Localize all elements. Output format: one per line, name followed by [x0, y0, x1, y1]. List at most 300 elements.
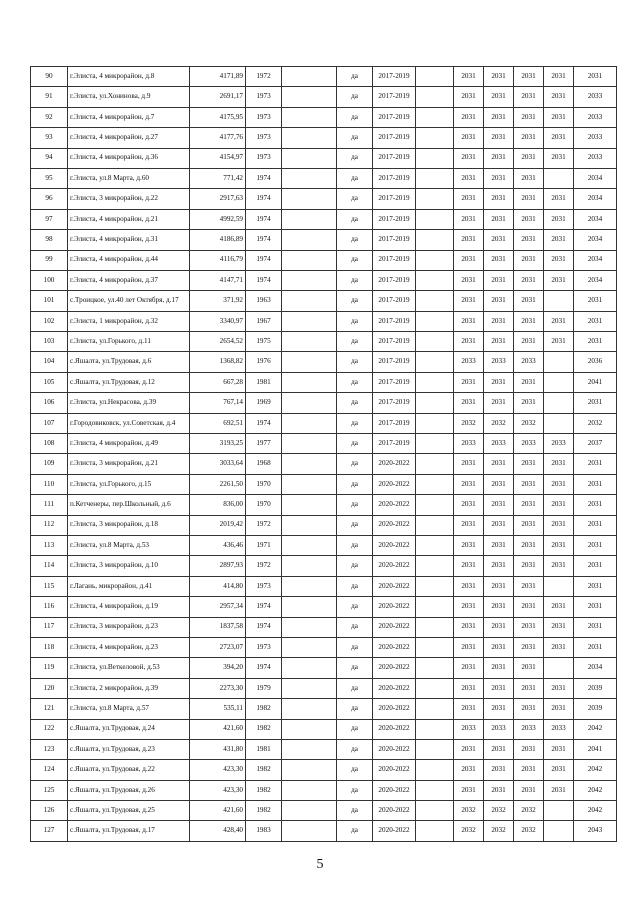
row-number: 121 — [31, 699, 68, 719]
year-built-cell: 1974 — [246, 270, 282, 290]
empty-cell — [282, 597, 337, 617]
year-built-cell: 1972 — [246, 515, 282, 535]
spacer-cell — [416, 148, 454, 168]
work-year-cell-1: 2031 — [454, 107, 484, 127]
period-cell: 2020-2022 — [373, 678, 416, 698]
spacer-cell — [416, 434, 454, 454]
table-row — [31, 556, 617, 576]
inclusion-flag-cell: да — [337, 291, 373, 311]
row-number: 95 — [31, 168, 68, 188]
area-cell: 436,46 — [190, 535, 246, 555]
work-year-cell-4: 2031 — [544, 230, 574, 250]
empty-cell — [282, 760, 337, 780]
work-year-cell-4: 2031 — [544, 780, 574, 800]
year-built-cell: 1973 — [246, 148, 282, 168]
work-year-cell-3: 2031 — [514, 576, 544, 596]
work-year-cell-1: 2031 — [454, 474, 484, 494]
work-year-cell-2: 2031 — [484, 576, 514, 596]
work-year-cell-5: 2033 — [574, 87, 617, 107]
empty-cell — [282, 658, 337, 678]
work-year-cell-2: 2031 — [484, 678, 514, 698]
row-number: 96 — [31, 189, 68, 209]
table-row — [31, 148, 617, 168]
work-year-cell-5: 2043 — [574, 821, 617, 841]
row-number: 100 — [31, 270, 68, 290]
work-year-cell-4 — [544, 168, 574, 188]
area-cell: 414,80 — [190, 576, 246, 596]
row-number: 101 — [31, 291, 68, 311]
work-year-cell-5: 2034 — [574, 230, 617, 250]
spacer-cell — [416, 739, 454, 759]
inclusion-flag-cell: да — [337, 678, 373, 698]
work-year-cell-5: 2042 — [574, 760, 617, 780]
table-row — [31, 332, 617, 352]
work-year-cell-5: 2041 — [574, 372, 617, 392]
work-year-cell-3: 2031 — [514, 495, 544, 515]
period-cell: 2020-2022 — [373, 556, 416, 576]
spacer-cell — [416, 454, 454, 474]
period-cell: 2020-2022 — [373, 637, 416, 657]
work-year-cell-3: 2031 — [514, 291, 544, 311]
work-year-cell-1: 2031 — [454, 699, 484, 719]
year-built-cell: 1974 — [246, 209, 282, 229]
area-cell: 4154,97 — [190, 148, 246, 168]
table-row — [31, 230, 617, 250]
inclusion-flag-cell: да — [337, 474, 373, 494]
work-year-cell-3: 2031 — [514, 658, 544, 678]
period-cell: 2017-2019 — [373, 209, 416, 229]
work-year-cell-4: 2031 — [544, 699, 574, 719]
work-year-cell-3: 2031 — [514, 760, 544, 780]
work-year-cell-1: 2031 — [454, 332, 484, 352]
year-built-cell: 1973 — [246, 107, 282, 127]
work-year-cell-4: 2031 — [544, 556, 574, 576]
table-row — [31, 189, 617, 209]
period-cell: 2017-2019 — [373, 107, 416, 127]
year-built-cell: 1972 — [246, 67, 282, 87]
period-cell: 2017-2019 — [373, 230, 416, 250]
work-year-cell-5: 2037 — [574, 434, 617, 454]
work-year-cell-2: 2033 — [484, 719, 514, 739]
work-year-cell-3: 2031 — [514, 535, 544, 555]
work-year-cell-5: 2036 — [574, 352, 617, 372]
work-year-cell-4: 2031 — [544, 637, 574, 657]
inclusion-flag-cell: да — [337, 168, 373, 188]
period-cell: 2017-2019 — [373, 270, 416, 290]
row-number: 124 — [31, 760, 68, 780]
row-number: 99 — [31, 250, 68, 270]
table-row — [31, 637, 617, 657]
area-cell: 1837,58 — [190, 617, 246, 637]
year-built-cell: 1970 — [246, 495, 282, 515]
work-year-cell-3: 2031 — [514, 699, 544, 719]
table-row — [31, 393, 617, 413]
row-number: 94 — [31, 148, 68, 168]
year-built-cell: 1982 — [246, 719, 282, 739]
area-cell: 836,00 — [190, 495, 246, 515]
work-year-cell-2: 2031 — [484, 128, 514, 148]
empty-cell — [282, 801, 337, 821]
row-number: 116 — [31, 597, 68, 617]
table-row — [31, 209, 617, 229]
work-year-cell-4: 2031 — [544, 148, 574, 168]
empty-cell — [282, 413, 337, 433]
work-year-cell-4: 2031 — [544, 474, 574, 494]
address-cell: г.Элиста, 4 микрорайон, д.36 — [68, 148, 190, 168]
table-row — [31, 168, 617, 188]
empty-cell — [282, 780, 337, 800]
spacer-cell — [416, 332, 454, 352]
work-year-cell-2: 2031 — [484, 515, 514, 535]
table-row — [31, 372, 617, 392]
work-year-cell-3: 2031 — [514, 128, 544, 148]
row-number: 98 — [31, 230, 68, 250]
spacer-cell — [416, 495, 454, 515]
work-year-cell-1: 2033 — [454, 719, 484, 739]
period-cell: 2017-2019 — [373, 67, 416, 87]
table-row — [31, 434, 617, 454]
work-year-cell-4: 2031 — [544, 454, 574, 474]
row-number: 111 — [31, 495, 68, 515]
work-year-cell-5: 2031 — [574, 576, 617, 596]
work-year-cell-4: 2031 — [544, 760, 574, 780]
address-cell: с.Яшалта, ул.Трудовая, д.6 — [68, 352, 190, 372]
period-cell: 2017-2019 — [373, 311, 416, 331]
work-year-cell-3: 2033 — [514, 434, 544, 454]
empty-cell — [282, 148, 337, 168]
row-number: 112 — [31, 515, 68, 535]
year-built-cell: 1981 — [246, 739, 282, 759]
inclusion-flag-cell: да — [337, 617, 373, 637]
area-cell: 421,60 — [190, 801, 246, 821]
work-year-cell-2: 2031 — [484, 67, 514, 87]
spacer-cell — [416, 209, 454, 229]
empty-cell — [282, 393, 337, 413]
work-year-cell-2: 2031 — [484, 617, 514, 637]
work-year-cell-3: 2031 — [514, 230, 544, 250]
address-cell: г.Элиста, 4 микрорайон, д.37 — [68, 270, 190, 290]
work-year-cell-5: 2031 — [574, 495, 617, 515]
inclusion-flag-cell: да — [337, 495, 373, 515]
empty-cell — [282, 311, 337, 331]
address-cell: г.Элиста, ул.8 Марта, д.53 — [68, 535, 190, 555]
period-cell: 2020-2022 — [373, 617, 416, 637]
area-cell: 423,30 — [190, 760, 246, 780]
table-row — [31, 87, 617, 107]
address-cell: г.Элиста, 4 микрорайон, д.8 — [68, 67, 190, 87]
inclusion-flag-cell: да — [337, 352, 373, 372]
year-built-cell: 1982 — [246, 801, 282, 821]
work-year-cell-1: 2031 — [454, 454, 484, 474]
period-cell: 2017-2019 — [373, 352, 416, 372]
inclusion-flag-cell: да — [337, 372, 373, 392]
empty-cell — [282, 372, 337, 392]
work-year-cell-5: 2031 — [574, 637, 617, 657]
work-year-cell-4 — [544, 658, 574, 678]
area-cell: 771,42 — [190, 168, 246, 188]
area-cell: 1368,82 — [190, 352, 246, 372]
work-year-cell-4: 2031 — [544, 739, 574, 759]
spacer-cell — [416, 719, 454, 739]
year-built-cell: 1973 — [246, 128, 282, 148]
work-year-cell-4: 2031 — [544, 128, 574, 148]
spacer-cell — [416, 128, 454, 148]
address-cell: г.Элиста, 4 микрорайон, д.21 — [68, 209, 190, 229]
area-cell: 667,28 — [190, 372, 246, 392]
period-cell: 2020-2022 — [373, 576, 416, 596]
inclusion-flag-cell: да — [337, 780, 373, 800]
period-cell: 2017-2019 — [373, 413, 416, 433]
work-year-cell-4: 2031 — [544, 189, 574, 209]
spacer-cell — [416, 515, 454, 535]
area-cell: 4116,79 — [190, 250, 246, 270]
row-number: 115 — [31, 576, 68, 596]
year-built-cell: 1969 — [246, 393, 282, 413]
work-year-cell-5: 2039 — [574, 699, 617, 719]
table-row — [31, 352, 617, 372]
spacer-cell — [416, 230, 454, 250]
table-row — [31, 250, 617, 270]
work-year-cell-2: 2032 — [484, 413, 514, 433]
period-cell: 2017-2019 — [373, 148, 416, 168]
work-year-cell-2: 2031 — [484, 495, 514, 515]
work-year-cell-1: 2031 — [454, 780, 484, 800]
inclusion-flag-cell: да — [337, 637, 373, 657]
address-cell: г.Элиста, ул.Горького, д.11 — [68, 332, 190, 352]
work-year-cell-5: 2031 — [574, 393, 617, 413]
work-year-cell-3: 2031 — [514, 739, 544, 759]
address-cell: г.Элиста, ул.Некрасова, д.39 — [68, 393, 190, 413]
period-cell: 2020-2022 — [373, 495, 416, 515]
work-year-cell-5: 2031 — [574, 597, 617, 617]
work-year-cell-3: 2031 — [514, 556, 544, 576]
year-built-cell: 1974 — [246, 250, 282, 270]
area-cell: 4177,76 — [190, 128, 246, 148]
period-cell: 2017-2019 — [373, 393, 416, 413]
year-built-cell: 1975 — [246, 332, 282, 352]
period-cell: 2020-2022 — [373, 597, 416, 617]
work-year-cell-2: 2033 — [484, 434, 514, 454]
empty-cell — [282, 556, 337, 576]
address-cell: г.Лагань, микрорайон, д.41 — [68, 576, 190, 596]
table-row — [31, 107, 617, 127]
area-cell: 421,60 — [190, 719, 246, 739]
table-row — [31, 739, 617, 759]
work-year-cell-1: 2031 — [454, 678, 484, 698]
work-year-cell-4: 2031 — [544, 535, 574, 555]
inclusion-flag-cell: да — [337, 87, 373, 107]
address-cell: г.Элиста, ул.8 Марта, д.60 — [68, 168, 190, 188]
inclusion-flag-cell: да — [337, 148, 373, 168]
table-row — [31, 821, 617, 841]
spacer-cell — [416, 678, 454, 698]
table-row — [31, 128, 617, 148]
work-year-cell-2: 2031 — [484, 535, 514, 555]
row-number: 118 — [31, 637, 68, 657]
empty-cell — [282, 617, 337, 637]
empty-cell — [282, 515, 337, 535]
work-year-cell-4: 2033 — [544, 434, 574, 454]
spacer-cell — [416, 189, 454, 209]
work-year-cell-2: 2031 — [484, 189, 514, 209]
work-year-cell-3: 2031 — [514, 209, 544, 229]
inclusion-flag-cell: да — [337, 699, 373, 719]
inclusion-flag-cell: да — [337, 332, 373, 352]
inclusion-flag-cell: да — [337, 658, 373, 678]
work-year-cell-4: 2031 — [544, 617, 574, 637]
year-built-cell: 1982 — [246, 699, 282, 719]
work-year-cell-4 — [544, 352, 574, 372]
work-year-cell-3: 2031 — [514, 67, 544, 87]
area-cell: 423,30 — [190, 780, 246, 800]
year-built-cell: 1968 — [246, 454, 282, 474]
row-number: 103 — [31, 332, 68, 352]
work-year-cell-1: 2031 — [454, 760, 484, 780]
empty-cell — [282, 87, 337, 107]
empty-cell — [282, 230, 337, 250]
row-number: 92 — [31, 107, 68, 127]
table-row — [31, 270, 617, 290]
address-cell: г.Элиста, 4 микрорайон, д.23 — [68, 637, 190, 657]
spacer-cell — [416, 821, 454, 841]
area-cell: 2917,63 — [190, 189, 246, 209]
work-year-cell-1: 2032 — [454, 413, 484, 433]
spacer-cell — [416, 87, 454, 107]
work-year-cell-3: 2031 — [514, 250, 544, 270]
period-cell: 2020-2022 — [373, 719, 416, 739]
empty-cell — [282, 270, 337, 290]
empty-cell — [282, 168, 337, 188]
period-cell: 2017-2019 — [373, 332, 416, 352]
work-year-cell-5: 2042 — [574, 719, 617, 739]
inclusion-flag-cell: да — [337, 250, 373, 270]
address-cell: г.Элиста, 3 микрорайон, д.23 — [68, 617, 190, 637]
work-year-cell-3: 2033 — [514, 352, 544, 372]
empty-cell — [282, 535, 337, 555]
work-year-cell-2: 2031 — [484, 230, 514, 250]
work-year-cell-4 — [544, 291, 574, 311]
empty-cell — [282, 495, 337, 515]
table-row — [31, 454, 617, 474]
work-year-cell-2: 2031 — [484, 393, 514, 413]
table-row — [31, 801, 617, 821]
spacer-cell — [416, 637, 454, 657]
table-row — [31, 760, 617, 780]
inclusion-flag-cell: да — [337, 719, 373, 739]
work-year-cell-4 — [544, 393, 574, 413]
address-cell: г.Элиста, 3 микрорайон, д.22 — [68, 189, 190, 209]
row-number: 97 — [31, 209, 68, 229]
work-year-cell-2: 2031 — [484, 107, 514, 127]
period-cell: 2017-2019 — [373, 87, 416, 107]
work-year-cell-5: 2034 — [574, 209, 617, 229]
address-cell: г.Элиста, 3 микрорайон, д.18 — [68, 515, 190, 535]
table-row — [31, 597, 617, 617]
work-year-cell-2: 2031 — [484, 148, 514, 168]
address-cell: г.Элиста, 1 микрорайон, д.32 — [68, 311, 190, 331]
year-built-cell: 1974 — [246, 230, 282, 250]
work-year-cell-1: 2031 — [454, 148, 484, 168]
work-year-cell-5: 2034 — [574, 250, 617, 270]
area-cell: 3340,97 — [190, 311, 246, 331]
period-cell: 2020-2022 — [373, 739, 416, 759]
period-cell: 2017-2019 — [373, 128, 416, 148]
work-year-cell-5: 2034 — [574, 658, 617, 678]
year-built-cell: 1983 — [246, 821, 282, 841]
spacer-cell — [416, 474, 454, 494]
table-row — [31, 291, 617, 311]
work-year-cell-5: 2031 — [574, 311, 617, 331]
period-cell: 2020-2022 — [373, 535, 416, 555]
period-cell: 2020-2022 — [373, 780, 416, 800]
spacer-cell — [416, 291, 454, 311]
spacer-cell — [416, 311, 454, 331]
work-year-cell-3: 2031 — [514, 107, 544, 127]
work-year-cell-4: 2031 — [544, 597, 574, 617]
address-cell: г.Элиста, 4 микрорайон, д.44 — [68, 250, 190, 270]
period-cell: 2017-2019 — [373, 168, 416, 188]
area-cell: 2957,34 — [190, 597, 246, 617]
work-year-cell-1: 2031 — [454, 658, 484, 678]
address-cell: г.Элиста, 3 микрорайон, д.21 — [68, 454, 190, 474]
year-built-cell: 1981 — [246, 372, 282, 392]
empty-cell — [282, 332, 337, 352]
empty-cell — [282, 719, 337, 739]
work-year-cell-3: 2031 — [514, 270, 544, 290]
period-cell: 2020-2022 — [373, 474, 416, 494]
inclusion-flag-cell: да — [337, 393, 373, 413]
inclusion-flag-cell: да — [337, 128, 373, 148]
work-year-cell-2: 2033 — [484, 352, 514, 372]
inclusion-flag-cell: да — [337, 67, 373, 87]
row-number: 91 — [31, 87, 68, 107]
empty-cell — [282, 454, 337, 474]
inclusion-flag-cell: да — [337, 535, 373, 555]
work-year-cell-4: 2031 — [544, 250, 574, 270]
work-year-cell-2: 2031 — [484, 760, 514, 780]
work-year-cell-1: 2031 — [454, 67, 484, 87]
inclusion-flag-cell: да — [337, 230, 373, 250]
address-cell: г.Элиста, ул.Горького, д.15 — [68, 474, 190, 494]
address-cell: г.Элиста, 4 микрорайон, д.7 — [68, 107, 190, 127]
empty-cell — [282, 576, 337, 596]
work-year-cell-4: 2031 — [544, 107, 574, 127]
work-year-cell-1: 2031 — [454, 128, 484, 148]
area-cell: 767,14 — [190, 393, 246, 413]
area-cell: 2897,93 — [190, 556, 246, 576]
address-cell: г.Городовиковск, ул.Советская, д.4 — [68, 413, 190, 433]
work-year-cell-1: 2031 — [454, 168, 484, 188]
work-year-cell-1: 2031 — [454, 87, 484, 107]
spacer-cell — [416, 250, 454, 270]
work-year-cell-1: 2031 — [454, 637, 484, 657]
empty-cell — [282, 107, 337, 127]
table-row — [31, 413, 617, 433]
row-number: 117 — [31, 617, 68, 637]
work-year-cell-4: 2031 — [544, 209, 574, 229]
inclusion-flag-cell: да — [337, 107, 373, 127]
row-number: 105 — [31, 372, 68, 392]
area-cell: 4175,95 — [190, 107, 246, 127]
work-year-cell-5: 2042 — [574, 801, 617, 821]
table-row — [31, 678, 617, 698]
row-number: 125 — [31, 780, 68, 800]
work-year-cell-3: 2033 — [514, 719, 544, 739]
spacer-cell — [416, 617, 454, 637]
inclusion-flag-cell: да — [337, 597, 373, 617]
year-built-cell: 1973 — [246, 87, 282, 107]
year-built-cell: 1974 — [246, 189, 282, 209]
